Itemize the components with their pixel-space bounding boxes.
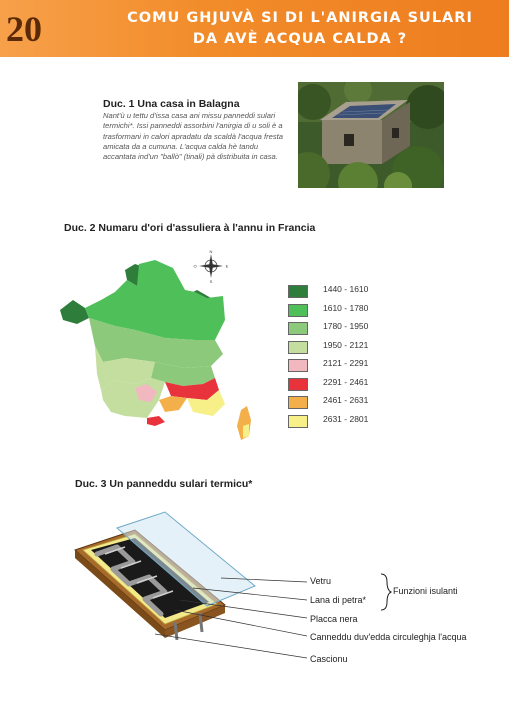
map-region [101,378,165,418]
legend-swatch [288,285,308,298]
legend-swatch [288,378,308,391]
compass-s-label: S [209,279,213,284]
legend-label: 1610 - 1780 [323,302,369,313]
map-region [243,424,249,438]
page-number: 20 [6,9,42,49]
legend-swatch [288,322,308,335]
page-header [0,0,509,57]
legend-swatch [288,304,308,317]
compass-w-label: O [193,263,197,269]
label-placca: Placca nera [310,614,358,624]
legend-swatch [288,415,308,428]
doc1-title: Duc. 1 Una casa in Balagna [103,98,240,110]
legend-label: 2291 - 2461 [323,376,369,387]
doc3-title: Duc. 3 Un panneddu sulari termicu* [75,478,253,490]
legend-label: 1950 - 2121 [323,339,369,350]
map-region [159,396,187,412]
compass-rose-icon [193,250,228,284]
label-canneddu: Canneddu duv'edda circuleghja l'acqua [310,632,467,642]
label-vetru: Vetru [310,576,332,586]
page-title-line1: COMU GHJUVÀ SI DI L'ANIRGIA SULARI [127,10,473,26]
label-funzioni: Funzioni isulanti [393,586,458,596]
legend-label: 1440 - 1610 [323,284,369,294]
legend-swatch [288,359,308,372]
legend-label: 2461 - 2631 [323,395,369,405]
legend-swatch [288,396,308,409]
label-cascionu: Cascionu [310,654,348,664]
compass-n-label: N [209,250,213,254]
house-photo [298,82,444,188]
legend-label: 2631 - 2801 [323,413,369,424]
map-region [147,416,165,426]
legend-label: 1780 - 1950 [323,321,369,331]
page-title-line2: DA AVÈ ACQUA CALDA ? [192,31,408,47]
solar-panel-diagram [25,510,495,700]
map-region [60,300,89,324]
legend-label: 2121 - 2291 [323,358,369,368]
france-sunshine-map [55,250,265,440]
compass-e-label: E [225,263,229,269]
doc2-title: Duc. 2 Numaru d'ori d'assuliera à l'annu in Francia [64,222,316,234]
legend-swatch [288,341,308,354]
doc1-text: Nant'ù u tettu d'issa casa ani missu panneddi sulari termichi*. Issi panneddi assorbini l'anirgia di u soli è a trasformani in calori apradatu da scaldà l'acqua fresta amicata da a cumuna. L'acqua calda hè tandu accantata ind'un "ballò" (tinali) pà distribuita in casa. [103,111,283,162]
label-lana: Lana di petra* [310,595,367,605]
